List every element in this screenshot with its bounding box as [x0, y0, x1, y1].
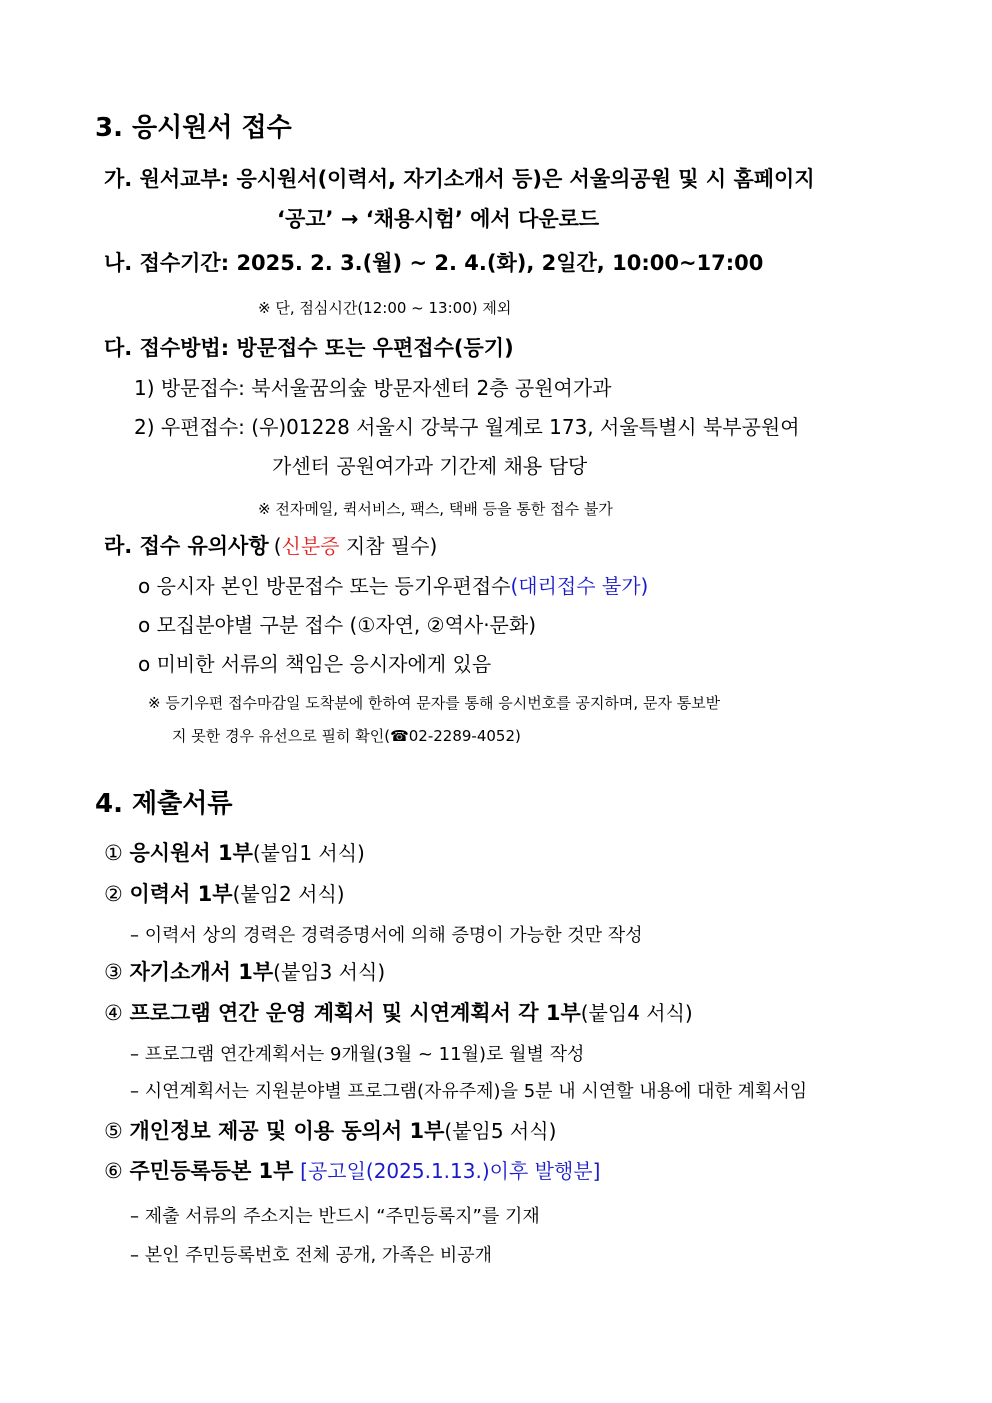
item-ra-1: [138, 574, 648, 598]
section-3-title: 3. 응시원서 접수: [95, 113, 292, 143]
doc-item-1: [104, 841, 365, 866]
item-na-text: 2025. 2. 3.(월) ~ 2. 4.(화), 2일간, 10:00~17:00: [236, 251, 764, 275]
doc-item-4-title: 프로그램 연간 운영 계획서 및 시연계획서 각 1부: [129, 1001, 581, 1025]
item-da-2-cont: 가센터 공원여가과 기간제 채용 담당: [272, 454, 588, 478]
section-4-title: 4. 제출서류: [95, 789, 233, 819]
item-ra-close: 지참 필수): [339, 534, 438, 558]
doc-item-4-num: ④: [104, 1001, 123, 1025]
item-da-note: ※ 전자메일, 퀵서비스, 팩스, 택배 등을 통한 접수 불가: [258, 500, 613, 518]
doc-item-1-num: ①: [104, 841, 123, 865]
item-na-label: 나. 접수기간:: [104, 251, 230, 275]
doc-item-3-num: ③: [104, 960, 123, 984]
doc-item-1-title: 응시원서 1부: [129, 841, 253, 865]
doc-item-4-form: (붙임4 서식): [580, 1001, 693, 1025]
doc-item-2-title: 이력서 1부: [129, 882, 233, 906]
doc-item-2-sub: – 이력서 상의 경력은 경력증명서에 의해 증명이 가능한 것만 작성: [130, 925, 643, 946]
doc-item-4: [104, 1001, 693, 1026]
doc-item-3-title: 자기소개서 1부: [129, 960, 274, 984]
item-ra-label: 라. 접수 유의사항: [104, 534, 269, 558]
item-ga-text-line2: ‘공고’ → ‘채용시험’ 에서 다운로드: [277, 207, 600, 231]
doc-item-3: [104, 960, 385, 985]
doc-item-6-title: 주민등록등본 1부: [129, 1159, 294, 1183]
item-ga-label: 가. 원서교부:: [104, 167, 230, 191]
item-na-note: ※ 단, 점심시간(12:00 ~ 13:00) 제외: [258, 299, 512, 317]
doc-item-5-form: (붙임5 서식): [444, 1119, 557, 1143]
item-ra-note-2: 지 못한 경우 유선으로 필히 확인(☎02-2289-4052): [172, 727, 521, 745]
doc-item-2-form: (붙임2 서식): [232, 882, 345, 906]
doc-item-3-form: (붙임3 서식): [273, 960, 386, 984]
doc-item-4-sub-2: – 시연계획서는 지원분야별 프로그램(자유주제)을 5분 내 시연할 내용에 대한 계획서임: [130, 1081, 808, 1102]
item-da: [104, 336, 514, 361]
doc-item-6-note: [공고일(2025.1.13.)이후 발행분]: [300, 1159, 601, 1183]
doc-item-5: [104, 1119, 556, 1144]
item-ga-text: 응시원서(이력서, 자기소개서 등)은 서울의공원 및 시 홈페이지: [236, 167, 815, 191]
item-ra-1-blue: (대리접수 불가): [510, 574, 649, 598]
doc-item-1-form: (붙임1 서식): [252, 841, 365, 865]
item-da-text: 방문접수 또는 우편접수(등기): [236, 336, 514, 360]
item-ra-note-1: ※ 등기우편 접수마감일 도착분에 한하여 문자를 통해 응시번호를 공지하며, 문자 통보받: [148, 694, 721, 712]
item-ga: [104, 167, 815, 192]
doc-item-2: [104, 882, 345, 907]
doc-item-6-num: ⑥: [104, 1159, 123, 1183]
doc-item-2-num: ②: [104, 882, 123, 906]
doc-item-6: [104, 1159, 600, 1184]
doc-item-6-sub-2: – 본인 주민등록번호 전체 공개, 가족은 비공개: [130, 1245, 493, 1266]
item-na: [104, 251, 763, 276]
item-da-label: 다. 접수방법:: [104, 336, 230, 360]
doc-item-4-sub-1: – 프로그램 연간계획서는 9개월(3월 ~ 11월)로 월별 작성: [130, 1044, 585, 1065]
item-da-1: 1) 방문접수: 북서울꿈의숲 방문자센터 2층 공원여가과: [134, 376, 612, 400]
item-da-2: 2) 우편접수: (우)01228 서울시 강북구 월계로 173, 서울특별시 북부공원여: [134, 415, 800, 439]
item-ra-2: o 모집분야별 구분 접수 (①자연, ②역사·문화): [138, 613, 537, 637]
item-ra-red: 신분증: [281, 534, 340, 558]
item-ra-1-text: o 응시자 본인 방문접수 또는 등기우편접수: [138, 574, 511, 598]
item-ra-open: (: [273, 534, 282, 558]
doc-item-6-sub-1: – 제출 서류의 주소지는 반드시 “주민등록지”를 기재: [130, 1206, 540, 1227]
doc-item-5-title: 개인정보 제공 및 이용 동의서 1부: [129, 1119, 445, 1143]
item-ra-3: o 미비한 서류의 책임은 응시자에게 있음: [138, 652, 492, 676]
doc-item-5-num: ⑤: [104, 1119, 123, 1143]
item-ra: [104, 534, 437, 559]
